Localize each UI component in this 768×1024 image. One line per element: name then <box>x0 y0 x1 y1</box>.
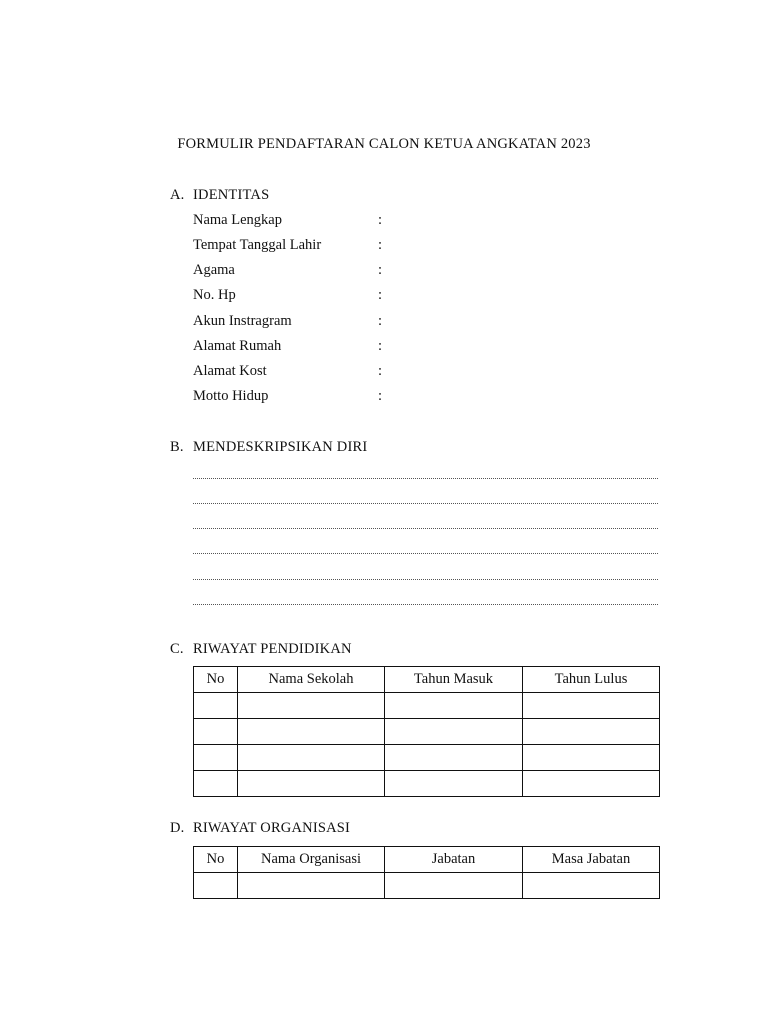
table-cell[interactable] <box>385 719 523 745</box>
header-tahun-lulus: Tahun Lulus <box>523 667 660 693</box>
page-title: FORMULIR PENDAFTARAN CALON KETUA ANGKATAN 2023 <box>177 136 591 152</box>
header-no: No <box>194 667 238 693</box>
dotted-writing-line <box>193 478 658 479</box>
field-no-hp <box>193 287 653 307</box>
table-cell[interactable] <box>238 719 385 745</box>
section-a-heading <box>170 187 269 204</box>
table-header-row <box>194 667 660 693</box>
table-row <box>194 873 660 899</box>
section-a-letter: A. <box>170 187 185 203</box>
table-cell[interactable] <box>385 873 523 899</box>
table-cell[interactable] <box>523 745 660 771</box>
dotted-writing-line <box>193 503 658 504</box>
section-b-letter: B. <box>170 439 184 455</box>
section-c-heading <box>170 641 352 658</box>
header-no: No <box>194 847 238 873</box>
header-nama-sekolah: Nama Sekolah <box>238 667 385 693</box>
table-cell[interactable] <box>238 771 385 797</box>
field-colon: : <box>378 313 383 329</box>
dotted-writing-line <box>193 528 658 529</box>
table-cell[interactable] <box>194 719 238 745</box>
field-colon: : <box>378 237 383 253</box>
table-row <box>194 693 660 719</box>
table-cell[interactable] <box>523 873 660 899</box>
field-label: Nama Lengkap <box>193 212 282 228</box>
section-b-heading <box>170 439 367 456</box>
organization-table <box>193 846 660 899</box>
field-label: Agama <box>193 262 235 278</box>
field-tempat-tanggal-lahir <box>193 237 653 257</box>
table-cell[interactable] <box>238 873 385 899</box>
table-cell[interactable] <box>523 771 660 797</box>
table-row <box>194 745 660 771</box>
field-agama <box>193 262 653 282</box>
field-label: Alamat Kost <box>193 363 267 379</box>
field-alamat-kost <box>193 363 653 383</box>
field-label: Alamat Rumah <box>193 338 282 354</box>
table-row <box>194 719 660 745</box>
table-cell[interactable] <box>238 693 385 719</box>
table-cell[interactable] <box>194 745 238 771</box>
field-colon: : <box>378 212 383 228</box>
section-d-title: RIWAYAT ORGANISASI <box>193 820 351 836</box>
table-cell[interactable] <box>194 873 238 899</box>
table-cell[interactable] <box>523 719 660 745</box>
field-label: No. Hp <box>193 287 236 303</box>
section-c-title: RIWAYAT PENDIDIKAN <box>193 641 352 657</box>
field-colon: : <box>378 388 383 404</box>
field-label: Akun Instragram <box>193 313 292 329</box>
field-motto-hidup <box>193 388 653 408</box>
header-jabatan: Jabatan <box>385 847 523 873</box>
dotted-writing-line <box>193 604 658 605</box>
section-b-title: MENDESKRIPSIKAN DIRI <box>193 439 368 455</box>
header-nama-organisasi: Nama Organisasi <box>238 847 385 873</box>
table-row <box>194 771 660 797</box>
header-masa-jabatan: Masa Jabatan <box>523 847 660 873</box>
field-colon: : <box>378 287 383 303</box>
field-nama-lengkap <box>193 212 653 232</box>
dotted-writing-line <box>193 579 658 580</box>
field-colon: : <box>378 363 383 379</box>
table-cell[interactable] <box>385 771 523 797</box>
table-cell[interactable] <box>194 771 238 797</box>
dotted-writing-line <box>193 553 658 554</box>
section-a-title: IDENTITAS <box>193 187 270 203</box>
table-cell[interactable] <box>194 693 238 719</box>
table-cell[interactable] <box>385 745 523 771</box>
field-colon: : <box>378 338 383 354</box>
field-label: Motto Hidup <box>193 388 269 404</box>
section-c-letter: C. <box>170 641 184 657</box>
table-cell[interactable] <box>385 693 523 719</box>
table-header-row <box>194 847 660 873</box>
education-table <box>193 666 660 797</box>
section-d-letter: D. <box>170 820 185 836</box>
header-tahun-masuk: Tahun Masuk <box>385 667 523 693</box>
field-colon: : <box>378 262 383 278</box>
field-akun-instagram <box>193 313 653 333</box>
section-d-heading <box>170 820 350 837</box>
table-cell[interactable] <box>238 745 385 771</box>
field-label: Tempat Tanggal Lahir <box>193 237 322 253</box>
table-cell[interactable] <box>523 693 660 719</box>
field-alamat-rumah <box>193 338 653 358</box>
